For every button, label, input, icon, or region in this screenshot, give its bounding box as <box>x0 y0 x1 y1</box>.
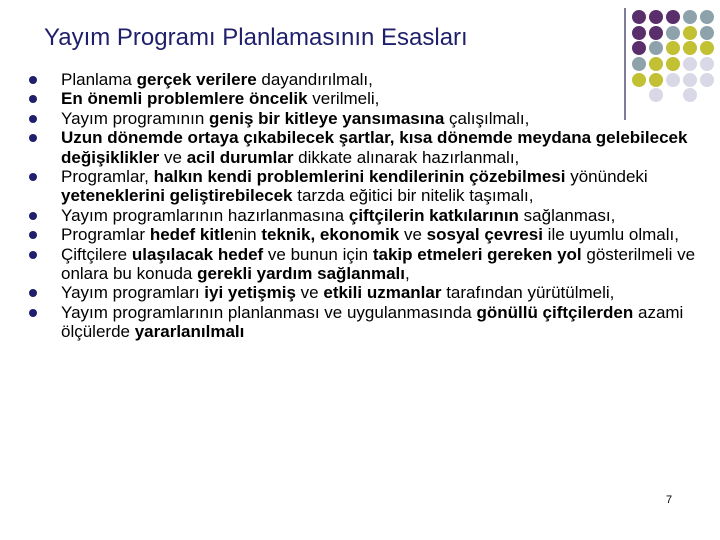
bullet-text: , <box>405 264 410 284</box>
bullet-text: ve <box>159 147 187 167</box>
bullet-text-bold: takip etmeleri gereken yol <box>372 244 582 264</box>
bullet-text-bold: halkın kendi problemlerini kendilerinin çözebilmesi <box>153 167 566 187</box>
bullet-text-bold: sosyal çevresi <box>426 225 543 245</box>
page-number: 7 <box>666 494 673 506</box>
decor-dot <box>649 57 663 71</box>
bullet-text: Planlama <box>61 70 137 89</box>
bullet-text: gösterilmeli ve onlara bu konuda <box>61 244 696 284</box>
bullet-text: ile uyumlu olmalı, <box>542 225 679 245</box>
decor-dot <box>632 57 646 71</box>
bullet-text: Programlar <box>61 225 150 245</box>
bullet-text-bold: etkili uzmanlar <box>323 283 442 303</box>
bullet-text: çalışılmalı, <box>444 108 530 128</box>
bullet-text-bold: yeteneklerini geliştirebilecek <box>61 186 293 206</box>
bullet-text-bold: iyi yetişmiş <box>204 283 296 303</box>
bullet-item <box>28 245 704 284</box>
decor-dot <box>700 57 714 71</box>
bullet-text: nin <box>233 225 262 245</box>
bullet-text-bold: gerçek verilere <box>136 70 257 89</box>
bullet-text: dikkate alınarak hazırlanmalı, <box>293 147 520 167</box>
bullet-item <box>28 109 704 128</box>
decor-dot <box>632 26 646 40</box>
bullet-text: dayandırılmalı, <box>256 70 373 89</box>
bullet-text-bold: hedef kitle <box>149 225 234 245</box>
decor-dot <box>683 26 697 40</box>
bullet-item <box>28 70 704 89</box>
decor-dot <box>700 41 714 55</box>
bullet-text: Programlar, <box>61 167 154 187</box>
bullet-text-bold: teknik, ekonomik <box>261 225 400 245</box>
bullet-item <box>28 206 704 225</box>
decor-dot <box>649 26 663 40</box>
decor-dot <box>700 26 714 40</box>
bullet-text: tarzda eğitici bir nitelik taşımalı, <box>292 186 534 206</box>
decor-dot <box>666 57 680 71</box>
decor-dot <box>683 10 697 24</box>
bullet-list <box>28 70 704 342</box>
bullet-text-bold: ulaşılacak hedef <box>131 244 264 264</box>
bullet-text: Çiftçilere <box>61 244 132 264</box>
bullet-text: ve <box>295 283 324 303</box>
bullet-text: azami ölçülerde <box>61 302 684 342</box>
bullet-item <box>28 128 704 167</box>
bullet-item <box>28 89 704 108</box>
decor-dot <box>683 41 697 55</box>
bullet-text: ve bunun için <box>263 244 373 264</box>
bullet-text-bold: gönüllü çiftçilerden <box>476 302 634 322</box>
bullet-text: Yayım programlarının hazırlanmasına <box>61 205 349 225</box>
bullet-text: Yayım programlarının planlanması ve uygulanmasında <box>61 302 477 322</box>
decor-dot <box>700 10 714 24</box>
bullet-text: Yayım programları <box>61 283 205 303</box>
bullet-text-bold: Uzun dönemde ortaya çıkabilecek şartlar, kısa dönemde meydana gelebilecek değişiklikler <box>61 128 688 167</box>
bullet-text-bold: gerekli yardım sağlanmalı <box>197 264 405 284</box>
bullet-item <box>28 303 704 342</box>
decor-dot <box>632 41 646 55</box>
decor-dot <box>666 10 680 24</box>
bullet-text-bold: acil durumlar <box>186 147 294 167</box>
bullet-text-bold: geniş bir kitleye yansımasına <box>209 108 445 128</box>
bullet-text: ve <box>399 225 427 245</box>
bullet-text: yönündeki <box>565 167 648 187</box>
bullet-text: Yayım programının <box>61 108 210 128</box>
bullet-text-bold: En önemli problemlere öncelik <box>61 89 308 109</box>
bullet-text: verilmeli, <box>307 89 380 109</box>
bullet-item <box>28 225 704 244</box>
decor-dot <box>666 26 680 40</box>
bullet-text-bold: yararlanılmalı <box>134 322 245 342</box>
bullet-item <box>28 283 704 302</box>
decor-dot <box>632 10 646 24</box>
decor-dot <box>649 10 663 24</box>
bullet-item <box>28 167 704 206</box>
decor-dot <box>649 41 663 55</box>
decor-dot <box>666 41 680 55</box>
decor-dot <box>683 57 697 71</box>
bullet-text-bold: çiftçilerin katkılarının <box>348 205 519 225</box>
bullet-text: sağlanması, <box>518 205 616 225</box>
bullet-text: tarafından yürütülmeli, <box>441 283 615 303</box>
slide-title: Yayım Programı Planlamasının Esasları <box>44 24 468 51</box>
